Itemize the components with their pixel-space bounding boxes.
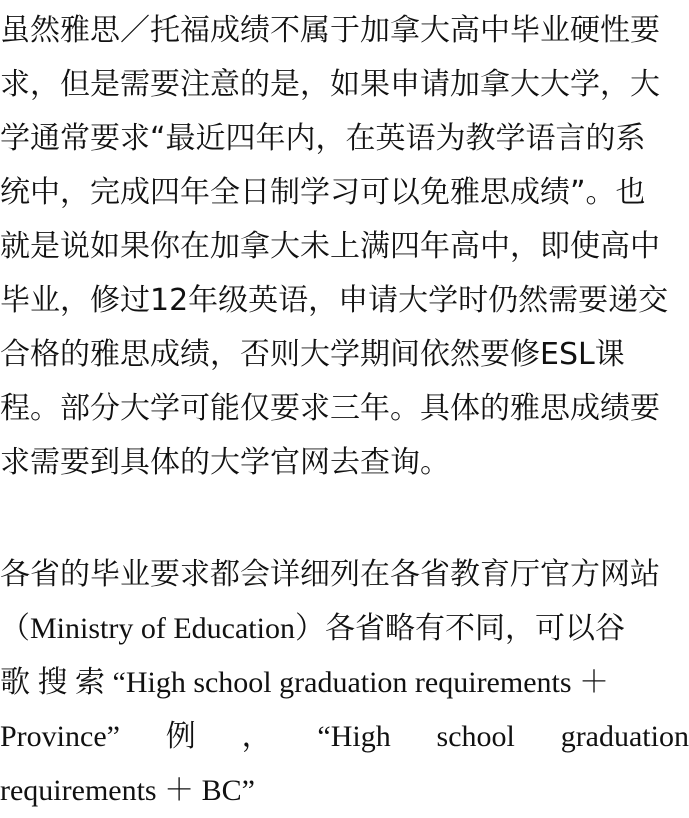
line-4-comma: ， xyxy=(241,720,272,753)
paragraph-1-line-8: 程。部分大学可能仅要求三年。具体的雅思成绩要 xyxy=(0,391,660,426)
paragraph-1-line-2: 求，但是需要注意的是，如果申请加拿大大学，大 xyxy=(0,67,660,102)
watermark-logo xyxy=(0,790,104,812)
paragraph-1-line-3: 学通常要求“最近四年内，在英语为教学语言的系 xyxy=(0,121,646,156)
paragraph-1-line-9: 求需要到具体的大学官网去查询。 xyxy=(0,445,450,480)
paragraph-1-line-4: 统中，完成四年全日制学习可以免雅思成绩”。也 xyxy=(0,175,646,210)
line-4-word-example: 例 xyxy=(165,720,196,753)
line-4-word-school: school xyxy=(436,720,515,753)
line-4-word-graduation: graduation xyxy=(560,720,689,753)
paragraph-2-line-3: 歌 搜 索 “High school graduation requirements ＋ xyxy=(0,666,610,699)
line-4-word-high: “High xyxy=(317,720,391,753)
paragraph-2-line-4 xyxy=(0,710,689,764)
paragraph-1-line-6: 毕业，修过12年级英语，申请大学时仍然需要递交 xyxy=(0,283,669,318)
paragraph-2-line-5: requirements ＋ BC” xyxy=(0,774,255,807)
paragraph-2-line-1: 各省的毕业要求都会详细列在各省教育厅官方网站 xyxy=(0,557,660,592)
paragraph-2-line-2: （Ministry of Education）各省略有不同，可以谷 xyxy=(0,612,625,645)
paragraph-1-line-1: 虽然雅思／托福成绩不属于加拿大高中毕业硬性要 xyxy=(0,13,660,48)
paragraph-1-line-5: 就是说如果你在加拿大未上满四年高中，即使高中 xyxy=(0,229,660,264)
paragraph-1-line-7: 合格的雅思成绩，否则大学期间依然要修ESL课 xyxy=(0,337,625,372)
line-4-word-province: Province” xyxy=(0,720,120,753)
